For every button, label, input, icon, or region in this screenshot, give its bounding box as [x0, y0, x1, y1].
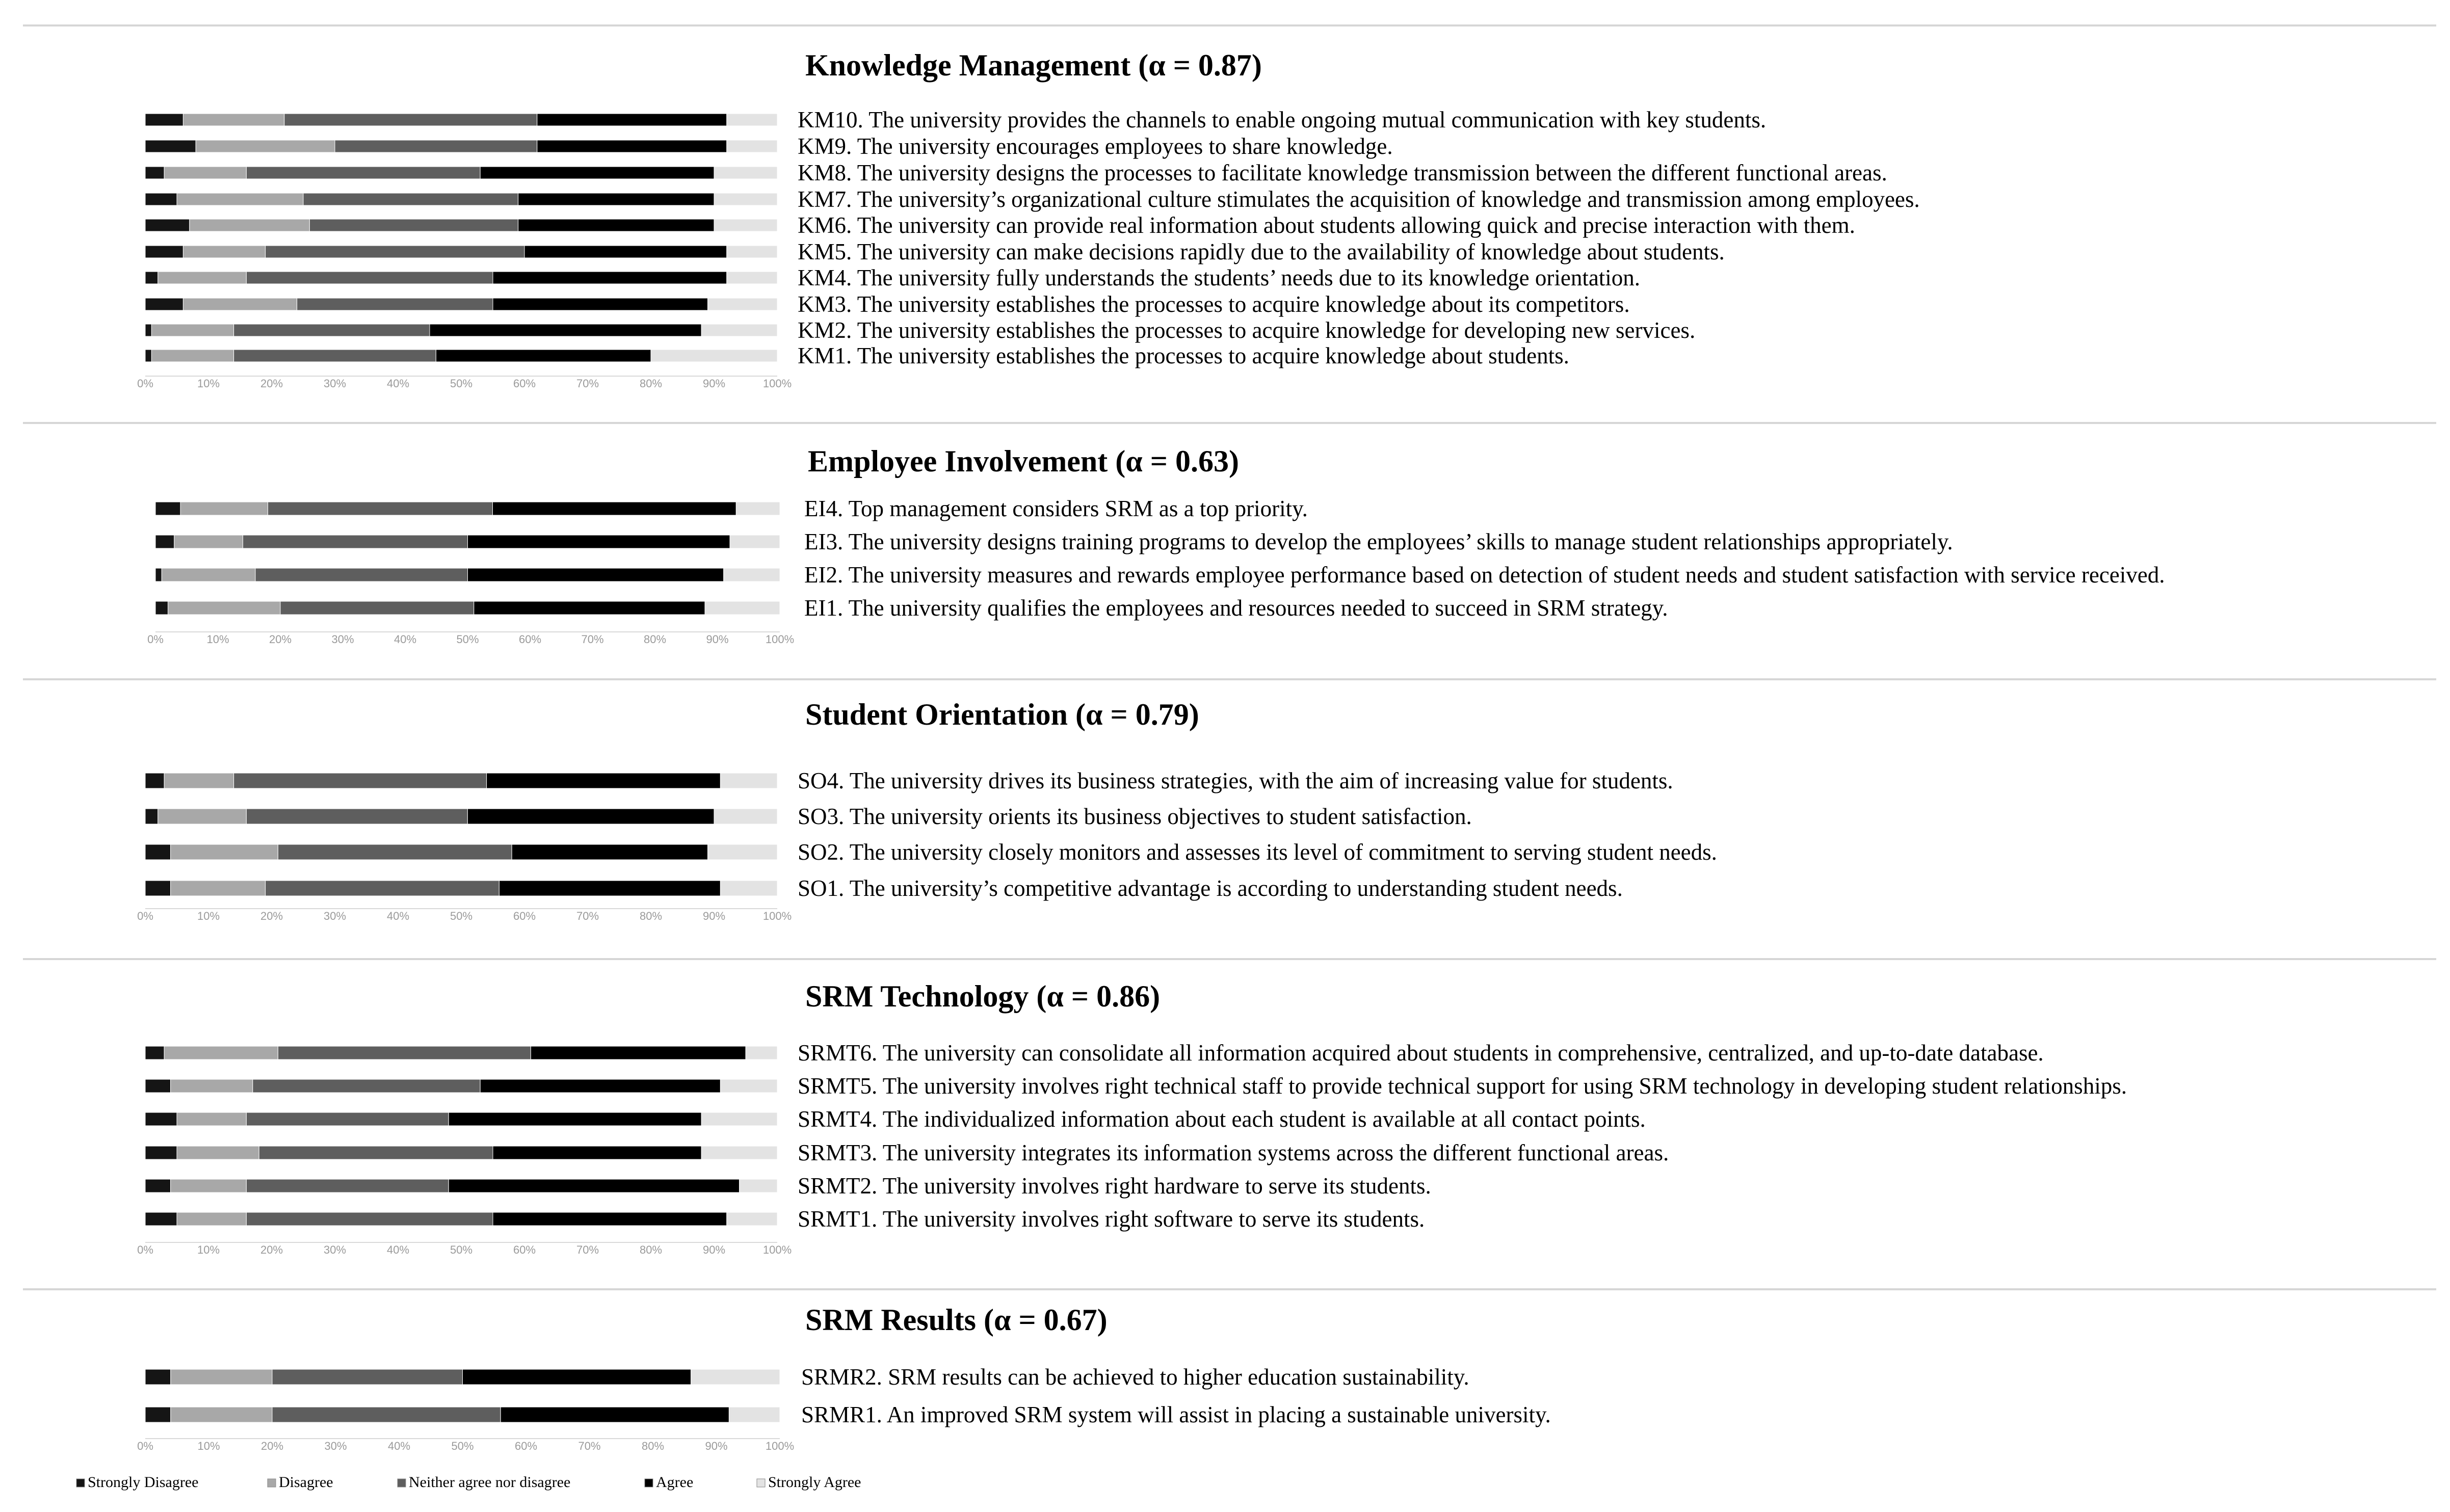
bar-segment-agree [493, 1146, 701, 1159]
bar-segment-strongly-disagree [145, 1046, 164, 1059]
bar-segment-disagree [174, 535, 243, 548]
bar-row [145, 1206, 1425, 1232]
bar-segment-strongly-disagree [145, 773, 164, 788]
legend-item [645, 1474, 693, 1491]
x-tick-label: 10% [197, 1440, 220, 1452]
item-label: SO1. The university’s competitive advantage is according to understanding student needs. [798, 876, 1623, 901]
bar-row [145, 876, 1623, 901]
x-tick-label: 60% [518, 633, 542, 646]
bar-row [155, 529, 1953, 554]
bar-segment-agree [493, 298, 708, 310]
bar-segment-strongly-disagree [145, 809, 158, 824]
bar-segment-disagree [177, 193, 303, 205]
bar-row [145, 1040, 2044, 1066]
item-label: KM8. The university designs the processes to facilitate knowledge transmission between the different functional areas. [798, 160, 1887, 185]
item-label: KM5. The university can make decisions rapidly due to the availability of knowledge about students. [798, 239, 1725, 264]
bar-segment-strongly-agree [701, 1146, 777, 1159]
legend-swatch [757, 1479, 765, 1487]
bar-segment-neither-agree-nor-disagree [234, 350, 436, 362]
legend-swatch [398, 1479, 406, 1487]
x-tick-label: 70% [576, 377, 599, 390]
bar-segment-neither-agree-nor-disagree [278, 1046, 531, 1059]
bar-segment-strongly-disagree [145, 844, 171, 860]
bar-segment-strongly-agree [691, 1369, 780, 1385]
bar-segment-agree [480, 1079, 720, 1093]
bar-segment-strongly-disagree [145, 324, 151, 336]
x-tick-label: 70% [576, 1243, 599, 1256]
x-tick-label: 90% [702, 910, 726, 922]
bar-segment-strongly-disagree [145, 1179, 171, 1192]
x-tick-label: 60% [514, 1440, 538, 1452]
bar-segment-disagree [177, 1146, 259, 1159]
bar-segment-strongly-agree [714, 219, 777, 231]
x-tick-label: 30% [323, 377, 347, 390]
bar-segment-agree [537, 140, 727, 152]
section-title: Student Orientation (α = 0.79) [805, 698, 1199, 731]
x-tick-label: 50% [450, 1243, 473, 1256]
bar-segment-strongly-agree [740, 1179, 777, 1192]
bar-segment-strongly-agree [714, 809, 777, 824]
legend-item [268, 1474, 333, 1491]
bar-segment-strongly-agree [727, 140, 777, 152]
bar-segment-strongly-agree [727, 114, 777, 126]
x-tick-label: 40% [393, 633, 417, 646]
bar-row [155, 595, 1668, 621]
item-label: KM4. The university fully understands the students’ needs due to its knowledge orientation. [798, 265, 1641, 290]
item-label: SO3. The university orients its business objectives to student satisfaction. [798, 804, 1472, 829]
bar-segment-agree [499, 881, 720, 896]
bar-segment-neither-agree-nor-disagree [280, 601, 474, 615]
bar-segment-strongly-agree [727, 1212, 777, 1226]
legend-label: Agree [656, 1474, 694, 1491]
bar-segment-strongly-disagree [145, 1112, 177, 1126]
bar-segment-neither-agree-nor-disagree [253, 1079, 480, 1093]
bar-segment-agree [468, 535, 730, 548]
bar-row [145, 1364, 1469, 1390]
bar-row [155, 496, 1308, 521]
x-tick-label: 90% [706, 633, 729, 646]
bar-row [145, 1402, 1551, 1427]
bar-segment-strongly-disagree [145, 881, 171, 896]
bar-row [145, 839, 1717, 865]
bar-segment-agree [474, 601, 705, 615]
bar-segment-disagree [183, 114, 284, 126]
legend-swatch [76, 1479, 85, 1487]
bar-segment-strongly-disagree [145, 1369, 171, 1385]
bar-segment-disagree [171, 1369, 272, 1385]
x-tick-label: 0% [137, 910, 153, 922]
section-3 [137, 698, 1717, 922]
bar-row [145, 239, 1725, 264]
bar-row [145, 804, 1472, 829]
bar-segment-agree [468, 568, 724, 581]
bar-segment-strongly-agree [701, 1112, 777, 1126]
x-tick-label: 70% [581, 633, 604, 646]
bar-segment-disagree [151, 350, 233, 362]
bar-segment-strongly-disagree [145, 1146, 177, 1159]
item-label: KM3. The university establishes the processes to acquire knowledge about its competitors. [798, 291, 1630, 317]
bar-segment-disagree [164, 773, 233, 788]
bar-segment-strongly-disagree [155, 601, 168, 615]
bar-segment-agree [467, 809, 714, 824]
bar-segment-agree [487, 773, 721, 788]
bar-segment-strongly-agree [730, 535, 780, 548]
item-label: SRMT3. The university integrates its information systems across the different functional areas. [798, 1140, 1669, 1165]
bar-segment-agree [518, 219, 714, 231]
x-tick-label: 80% [639, 1243, 663, 1256]
bar-segment-neither-agree-nor-disagree [246, 272, 493, 284]
section-2 [147, 444, 2165, 646]
bar-segment-strongly-disagree [145, 167, 164, 179]
bar-segment-neither-agree-nor-disagree [246, 167, 480, 179]
bar-segment-disagree [177, 1212, 246, 1226]
bar-segment-disagree [183, 298, 297, 310]
item-label: SRMT2. The university involves right hardware to serve its students. [798, 1173, 1431, 1199]
bar-segment-strongly-agree [720, 881, 777, 896]
bar-row [145, 1106, 1646, 1132]
bar-segment-disagree [164, 167, 246, 179]
item-label: SO2. The university closely monitors and assesses its level of commitment to serving student needs. [798, 839, 1717, 865]
bar-segment-agree [500, 1407, 729, 1422]
bar-segment-strongly-disagree [145, 246, 183, 258]
bar-segment-strongly-disagree [145, 298, 183, 310]
bar-segment-strongly-agree [720, 1079, 777, 1093]
x-tick-label: 60% [513, 910, 536, 922]
x-tick-label: 20% [260, 377, 283, 390]
x-tick-label: 0% [147, 633, 164, 646]
bar-row [145, 160, 1887, 185]
item-label: SO4. The university drives its business strategies, with the aim of increasing value for students. [798, 768, 1673, 793]
bar-row [145, 291, 1630, 317]
bar-segment-agree [430, 324, 701, 336]
item-label: KM7. The university’s organizational culture stimulates the acquisition of knowledge and transmission among employees. [798, 187, 1920, 212]
bar-segment-neither-agree-nor-disagree [297, 298, 493, 310]
bar-segment-strongly-agree [746, 1046, 777, 1059]
bar-segment-agree [537, 114, 727, 126]
x-tick-label: 10% [197, 1243, 220, 1256]
x-tick-label: 90% [702, 1243, 726, 1256]
bar-segment-disagree [171, 1079, 253, 1093]
bar-segment-neither-agree-nor-disagree [266, 881, 499, 896]
x-tick-label: 30% [331, 633, 354, 646]
bar-segment-strongly-agree [705, 601, 780, 615]
bar-segment-strongly-disagree [155, 535, 174, 548]
bar-segment-agree [493, 502, 736, 515]
bar-segment-disagree [168, 601, 281, 615]
bar-segment-strongly-disagree [145, 1212, 177, 1226]
bar-segment-strongly-agree [708, 298, 777, 310]
x-tick-label: 100% [762, 377, 792, 390]
x-tick-label: 20% [260, 910, 283, 922]
legend-label: Disagree [279, 1474, 333, 1491]
x-tick-label: 80% [639, 377, 663, 390]
bar-segment-neither-agree-nor-disagree [243, 535, 468, 548]
x-tick-label: 50% [451, 1440, 474, 1452]
x-tick-label: 60% [513, 1243, 536, 1256]
bar-segment-agree [463, 1369, 691, 1385]
bar-segment-disagree [158, 272, 247, 284]
bar-segment-strongly-disagree [145, 140, 196, 152]
bar-segment-strongly-disagree [145, 1407, 171, 1422]
bar-segment-strongly-disagree [145, 350, 151, 362]
bar-segment-neither-agree-nor-disagree [246, 1212, 493, 1226]
x-tick-label: 30% [324, 1440, 347, 1452]
bar-segment-disagree [171, 1407, 272, 1422]
bar-segment-agree [480, 167, 714, 179]
legend-item [398, 1474, 570, 1491]
bar-segment-agree [493, 1212, 727, 1226]
x-tick-label: 90% [702, 377, 726, 390]
bar-segment-neither-agree-nor-disagree [234, 773, 487, 788]
section-1 [137, 48, 1920, 390]
x-tick-label: 100% [762, 1243, 792, 1256]
x-tick-label: 0% [137, 1243, 153, 1256]
bar-segment-neither-agree-nor-disagree [272, 1369, 463, 1385]
x-tick-label: 100% [765, 1440, 795, 1452]
x-tick-label: 10% [197, 377, 220, 390]
x-tick-label: 50% [450, 910, 473, 922]
section-title: SRM Technology (α = 0.86) [805, 979, 1161, 1013]
bar-segment-strongly-agree [651, 350, 777, 362]
bar-segment-strongly-agree [736, 502, 780, 515]
legend-label: Strongly Agree [768, 1474, 861, 1491]
x-tick-label: 40% [386, 910, 410, 922]
bar-segment-disagree [196, 140, 335, 152]
bar-segment-agree [512, 844, 707, 860]
bar-segment-neither-agree-nor-disagree [246, 1112, 449, 1126]
section-4 [137, 979, 2127, 1256]
item-label: KM1. The university establishes the processes to acquire knowledge about students. [798, 343, 1569, 368]
x-tick-label: 80% [639, 910, 663, 922]
legend-label: Neither agree nor disagree [409, 1474, 571, 1491]
bar-segment-agree [449, 1112, 701, 1126]
bar-segment-disagree [190, 219, 310, 231]
item-label: SRMR1. An improved SRM system will assist in placing a sustainable university. [801, 1402, 1551, 1427]
bar-segment-neither-agree-nor-disagree [335, 140, 537, 152]
bar-row [145, 1073, 2127, 1099]
x-tick-label: 10% [206, 633, 229, 646]
legend-item [76, 1474, 198, 1491]
x-tick-label: 90% [705, 1440, 728, 1452]
bar-row [145, 1173, 1431, 1199]
bar-row [145, 107, 1766, 132]
bar-segment-disagree [151, 324, 233, 336]
x-tick-label: 60% [513, 377, 536, 390]
x-tick-label: 50% [456, 633, 479, 646]
bar-segment-strongly-disagree [145, 193, 177, 205]
item-label: EI4. Top management considers SRM as a top priority. [804, 496, 1308, 521]
x-tick-label: 20% [269, 633, 292, 646]
bar-segment-disagree [177, 1112, 246, 1126]
bar-segment-neither-agree-nor-disagree [266, 246, 524, 258]
legend-item [757, 1474, 861, 1491]
bar-segment-neither-agree-nor-disagree [255, 568, 468, 581]
item-label: EI3. The university designs training programs to develop the employees’ skills to manage student relationships appropriately. [804, 529, 1953, 554]
item-label: KM9. The university encourages employees to share knowledge. [798, 134, 1393, 159]
x-tick-label: 100% [762, 910, 792, 922]
bar-segment-neither-agree-nor-disagree [284, 114, 537, 126]
bar-segment-strongly-disagree [145, 272, 158, 284]
bar-segment-strongly-agree [714, 167, 777, 179]
section-title: Employee Involvement (α = 0.63) [808, 444, 1239, 478]
bar-segment-agree [493, 272, 727, 284]
bar-segment-strongly-agree [729, 1407, 780, 1422]
x-tick-label: 30% [323, 1243, 347, 1256]
item-label: SRMT1. The university involves right software to serve its students. [798, 1206, 1425, 1232]
bar-segment-agree [436, 350, 651, 362]
legend-swatch [268, 1479, 276, 1487]
bar-row [145, 265, 1640, 290]
item-label: EI2. The university measures and rewards employee performance based on detection of student needs and student satisfaction with service received. [804, 562, 2165, 588]
x-tick-label: 70% [576, 910, 599, 922]
item-label: KM10. The university provides the channels to enable ongoing mutual communication with key students. [798, 107, 1767, 132]
item-label: KM6. The university can provide real information about students allowing quick and precise interaction with them. [798, 213, 1855, 238]
bar-segment-disagree [171, 844, 278, 860]
x-tick-label: 40% [386, 1243, 410, 1256]
item-label: SRMT5. The university involves right technical staff to provide technical support for using SRM technology in developing student relationships. [798, 1073, 2127, 1099]
bar-segment-neither-agree-nor-disagree [278, 844, 512, 860]
bar-segment-neither-agree-nor-disagree [303, 193, 518, 205]
bar-segment-strongly-disagree [155, 502, 180, 515]
bar-segment-agree [524, 246, 727, 258]
item-label: SRMT6. The university can consolidate all information acquired about students in comprehensive, centralized, and up-to-date database. [798, 1040, 2044, 1066]
bar-segment-strongly-agree [720, 773, 777, 788]
x-tick-label: 30% [323, 910, 347, 922]
bar-segment-strongly-agree [727, 272, 777, 284]
bar-segment-disagree [171, 881, 266, 896]
x-tick-label: 0% [137, 377, 153, 390]
x-tick-label: 80% [641, 1440, 665, 1452]
bar-segment-strongly-disagree [145, 219, 190, 231]
x-tick-label: 40% [387, 1440, 411, 1452]
x-tick-label: 20% [260, 1440, 284, 1452]
legend-swatch [645, 1479, 653, 1487]
bar-segment-neither-agree-nor-disagree [309, 219, 518, 231]
bar-segment-neither-agree-nor-disagree [268, 502, 493, 515]
bar-row [145, 317, 1695, 343]
x-tick-label: 0% [137, 1440, 153, 1452]
bar-segment-agree [518, 193, 714, 205]
bar-row [145, 1140, 1669, 1165]
bar-segment-strongly-disagree [145, 1079, 171, 1093]
section-5 [137, 1303, 1551, 1452]
bar-segment-disagree [164, 1046, 278, 1059]
x-tick-label: 80% [643, 633, 667, 646]
bar-row [145, 343, 1569, 368]
bar-segment-neither-agree-nor-disagree [246, 1179, 449, 1192]
section-title: Knowledge Management (α = 0.87) [805, 48, 1262, 82]
bar-segment-disagree [162, 568, 255, 581]
bar-segment-neither-agree-nor-disagree [234, 324, 430, 336]
legend-label: Strongly Disagree [88, 1474, 199, 1491]
bar-row [145, 187, 1920, 212]
item-label: SRMT4. The individualized information about each student is available at all contact points. [798, 1106, 1646, 1132]
bar-segment-strongly-agree [714, 193, 777, 205]
bar-segment-agree [531, 1046, 746, 1059]
bar-row [145, 768, 1673, 793]
bar-row [155, 562, 2165, 588]
x-tick-label: 70% [578, 1440, 601, 1452]
x-tick-label: 50% [450, 377, 473, 390]
bar-segment-disagree [183, 246, 265, 258]
section-title: SRM Results (α = 0.67) [805, 1303, 1108, 1337]
x-tick-label: 100% [765, 633, 795, 646]
bar-segment-strongly-agree [727, 246, 777, 258]
bar-row [145, 213, 1855, 238]
x-tick-label: 10% [197, 910, 220, 922]
bar-segment-agree [449, 1179, 739, 1192]
bar-segment-neither-agree-nor-disagree [246, 809, 467, 824]
bar-segment-strongly-agree [724, 568, 780, 581]
item-label: EI1. The university qualifies the employees and resources needed to succeed in SRM strategy. [804, 595, 1668, 621]
bar-segment-disagree [158, 809, 247, 824]
bar-segment-strongly-agree [708, 844, 777, 860]
item-label: KM2. The university establishes the processes to acquire knowledge for developing new services. [798, 317, 1696, 343]
item-label: SRMR2. SRM results can be achieved to higher education sustainability. [801, 1364, 1469, 1390]
bar-segment-disagree [171, 1179, 247, 1192]
bar-segment-strongly-disagree [145, 114, 183, 126]
bar-segment-disagree [180, 502, 268, 515]
bar-segment-strongly-agree [701, 324, 777, 336]
x-tick-label: 40% [386, 377, 410, 390]
bar-segment-strongly-disagree [155, 568, 162, 581]
x-tick-label: 20% [260, 1243, 283, 1256]
bar-segment-neither-agree-nor-disagree [272, 1407, 500, 1422]
bar-row [145, 134, 1393, 159]
bar-segment-neither-agree-nor-disagree [259, 1146, 493, 1159]
